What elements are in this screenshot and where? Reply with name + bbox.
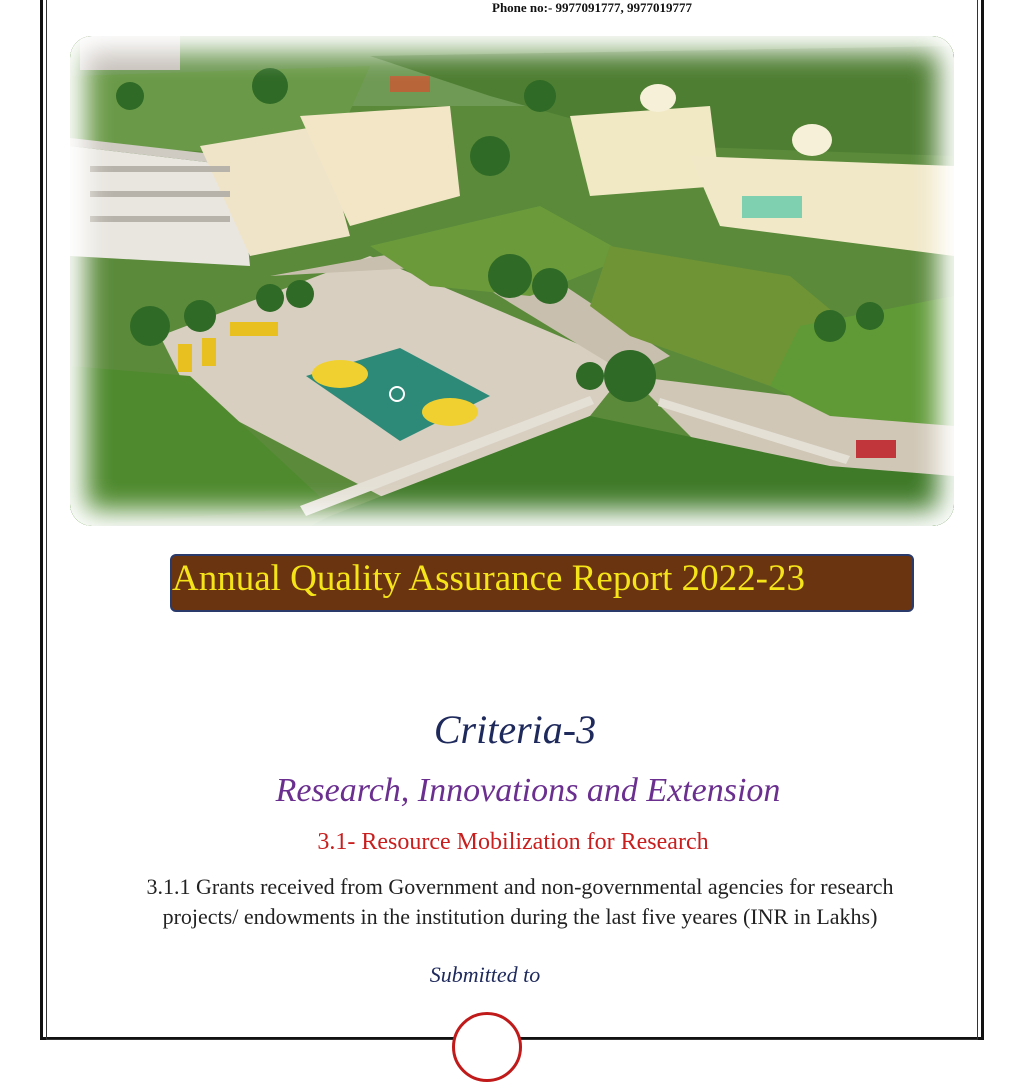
description-line-1: 3.1.1 Grants received from Government and non-governmental agencies for research bbox=[146, 874, 894, 899]
campus-aerial-photo bbox=[70, 36, 954, 526]
section-description bbox=[60, 872, 980, 932]
report-title: Annual Quality Assurance Report 2022-23 bbox=[172, 558, 805, 599]
section-heading: 3.1- Resource Mobilization for Research bbox=[317, 829, 709, 855]
criteria-subtitle: Research, Innovations and Extension bbox=[275, 772, 781, 809]
criteria-heading: Criteria-3 bbox=[433, 707, 597, 752]
naac-seal-icon bbox=[452, 1012, 522, 1082]
phone-number: Phone no:- 9977091777, 9977019777 bbox=[492, 0, 693, 15]
submitted-to-label: Submitted to bbox=[429, 962, 541, 987]
description-line-2: projects/ endowments in the institution during the last five yeares (INR in Lakhs) bbox=[162, 904, 878, 929]
